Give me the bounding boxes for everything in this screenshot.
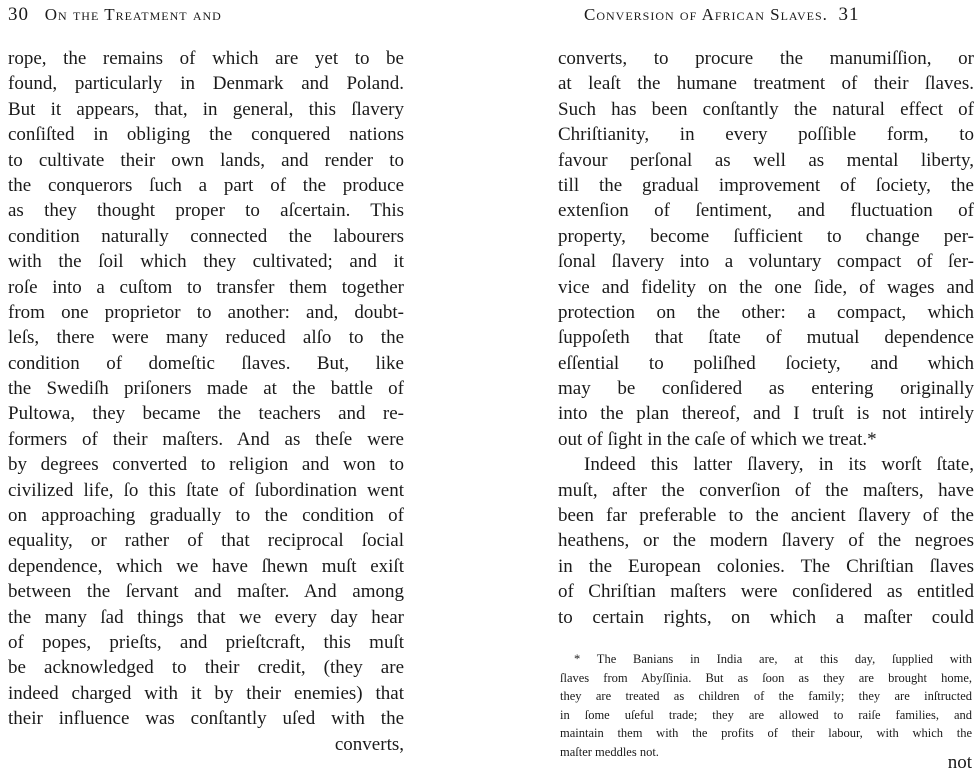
- text-line: ſuppoſeth that ſtate of mutual dependence: [558, 327, 974, 349]
- text-line: roſe into a cuſtom to transfer them together: [8, 276, 404, 298]
- text-line: civilized life, ſo this ſtate of ſubordination went: [8, 479, 404, 501]
- text-line: vice and fidelity on the one ſide, of wages and: [558, 276, 974, 298]
- left-running-head: [8, 4, 222, 26]
- left-head-title: On the Treatment and: [44, 5, 222, 24]
- text-line: extenſion of ſentiment, and fluctuation of: [558, 200, 974, 222]
- text-line: ſonal ſlavery into a voluntary compact of ſer-: [558, 251, 974, 273]
- text-line: But it appears, that, in general, this ſlavery: [8, 98, 404, 120]
- footnote-line: ſlaves from Abyſſinia. But as ſoon as they are brought home,: [560, 670, 972, 685]
- text-line: to certain rights, on which a maſter could: [558, 606, 974, 628]
- right-catchword: not: [947, 752, 972, 773]
- left-page-number: 30: [8, 4, 29, 25]
- text-line: the Swediſh priſoners made at the battle of: [8, 378, 404, 400]
- right-body-text: [558, 46, 974, 630]
- right-head-title: Conversion of African Slaves.: [584, 5, 828, 24]
- text-line: from one proprietor to another: and, doubt-: [8, 301, 404, 323]
- text-line: protection on the other: a compact, which: [558, 301, 974, 323]
- text-line: in the European colonies. The Chriſtian ſlaves: [558, 555, 974, 577]
- text-line: Chriſtianity, in every poſſible form, to: [558, 124, 974, 146]
- text-line: conſiſted in obliging the conquered nations: [8, 124, 404, 146]
- text-line: rope, the remains of which are yet to be: [8, 48, 404, 69]
- footnote-line: they are treated as children of the family; they are inſtructed: [560, 689, 972, 704]
- text-line: favour perſonal as well as mental liberty,: [558, 149, 974, 171]
- text-line: the many ſad things that we every day hear: [8, 606, 404, 628]
- footnote-line: in ſome uſeful trade; they are allowed to raiſe families, and: [560, 707, 972, 722]
- text-line: muſt, after the converſion of the maſters, have: [558, 479, 974, 501]
- text-line: the conquerors ſuch a part of the produce: [8, 174, 404, 196]
- text-line: be acknowledged to their credit, (they are: [8, 657, 404, 679]
- text-line: Such has been conſtantly the natural effect of: [558, 98, 974, 120]
- text-line: till the gradual improvement of ſociety, the: [558, 174, 974, 196]
- text-line: Indeed this latter ſlavery, in its worſt ſtate,: [584, 454, 974, 476]
- text-line: out of ſight in the caſe of which we treat.*: [558, 428, 877, 450]
- text-line: their influence was conſtantly uſed with the: [8, 708, 404, 730]
- text-line: by degrees converted to religion and won to: [8, 454, 404, 476]
- text-line: may be conſidered as entering originally: [558, 378, 974, 400]
- text-line: been far preferable to the ancient ſlavery of the: [558, 505, 974, 527]
- left-page: [0, 0, 410, 777]
- text-line: formers of their maſters. And as theſe were: [8, 428, 404, 450]
- text-line: on approaching gradually to the condition of: [8, 505, 404, 527]
- text-line: converts, to procure the manumiſſion, or: [558, 48, 974, 69]
- footnote-line: maintain them with the profits of their labour, with which the: [560, 726, 972, 741]
- right-running-head: [584, 4, 859, 26]
- text-line: found, particularly in Denmark and Poland.: [8, 73, 404, 95]
- text-line: eſſential to poliſhed ſociety, and which: [558, 352, 974, 374]
- text-line: indeed charged with it by their enemies) that: [8, 682, 404, 704]
- footnote-line: * The Banians in India are, at this day, ſupplied with: [574, 652, 972, 666]
- text-line: leſs, there were many reduced alſo to the: [8, 327, 404, 349]
- text-line: Pultowa, they became the teachers and re-: [8, 403, 404, 425]
- text-line: at leaſt the humane treatment of their ſlaves.: [558, 73, 974, 95]
- left-catchword: converts,: [334, 733, 404, 755]
- text-line: equality, or rather of that reciprocal ſocial: [8, 530, 404, 552]
- text-line: with the ſoil which they cultivated; and it: [8, 251, 404, 273]
- text-line: condition naturally connected the labourers: [8, 225, 404, 247]
- text-line: condition of domeſtic ſlaves. But, like: [8, 352, 404, 374]
- text-line: property, become ſufficient to change per-: [558, 225, 974, 247]
- left-body-text: [8, 46, 404, 757]
- text-line: between the ſervant and maſter. And among: [8, 581, 404, 603]
- text-line: to cultivate their own lands, and render to: [8, 149, 404, 171]
- text-line: into the plan thereof, and I truſt is not intirely: [558, 403, 974, 425]
- text-line: dependence, which we have ſhewn muſt exiſt: [8, 555, 404, 577]
- right-page-number: 31: [838, 4, 860, 25]
- text-line: heathens, or the modern ſlavery of the negroes: [558, 530, 974, 552]
- right-page: [552, 0, 980, 777]
- footnote: [560, 650, 972, 762]
- text-line: as they thought proper to aſcertain. This: [8, 200, 404, 222]
- footnote-line: maſter meddles not.: [560, 744, 659, 759]
- text-line: of popes, prieſts, and prieſtcraft, this muſt: [8, 631, 404, 653]
- text-line: of Chriſtian maſters were conſidered as entitled: [558, 581, 974, 603]
